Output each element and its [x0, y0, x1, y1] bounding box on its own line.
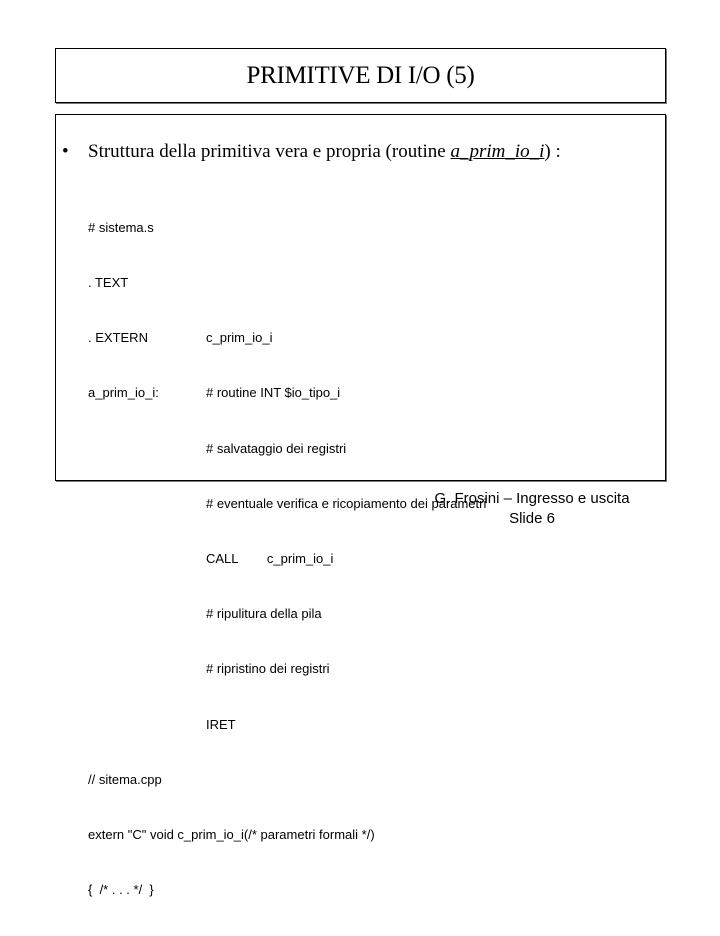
- code-line: [88, 495, 487, 513]
- code-operand: CALL c_prim_io_i: [206, 551, 334, 567]
- bullet-item: [62, 141, 561, 163]
- code-line: [88, 881, 375, 899]
- code-text: // sitema.cpp: [88, 771, 162, 787]
- code-operand: # ripristino dei registri: [206, 661, 330, 677]
- code-line: [88, 550, 375, 568]
- code-line: [88, 826, 375, 844]
- code-line: [88, 274, 375, 292]
- code-operand: # routine INT $io_tipo_i: [206, 385, 341, 401]
- code-listing: [88, 182, 487, 936]
- routine-name: a_prim_io_i: [450, 141, 545, 162]
- code-line: [88, 660, 375, 678]
- code-line: [88, 440, 375, 458]
- code-text: extern "C" void c_prim_io_i(/* parametri formali */): [88, 827, 375, 843]
- slide-number: Slide 6: [509, 510, 555, 527]
- code-text: # sistema.s: [88, 219, 154, 235]
- code-line: [88, 605, 375, 623]
- slide-title: PRIMITIVE DI I/O (5): [246, 61, 475, 89]
- slide-footer: [407, 489, 657, 529]
- code-operand: # eventuale verifica e ricopiamento dei parametri: [206, 495, 487, 511]
- code-operand: # salvataggio dei registri: [206, 440, 347, 456]
- code-operand: IRET: [206, 716, 236, 732]
- code-line: [88, 771, 375, 789]
- code-operand: c_prim_io_i: [206, 330, 273, 346]
- code-line: [88, 716, 375, 734]
- bullet-text-end: ) :: [544, 141, 561, 162]
- code-line: [88, 384, 375, 402]
- code-line: [88, 219, 375, 237]
- code-label: . EXTERN: [88, 330, 148, 346]
- code-text: . TEXT: [88, 275, 129, 291]
- bullet-marker: •: [62, 141, 69, 162]
- code-operand: # ripulitura della pila: [206, 606, 322, 622]
- code-text: { /* . . . */ }: [88, 882, 154, 898]
- code-line: [88, 329, 375, 347]
- bullet-text: Struttura della primitiva vera e propria (routine: [88, 141, 451, 162]
- footer-author: G. Frosini – Ingresso e uscita: [434, 490, 630, 507]
- title-box: [55, 48, 666, 103]
- code-label: a_prim_io_i:: [88, 385, 159, 401]
